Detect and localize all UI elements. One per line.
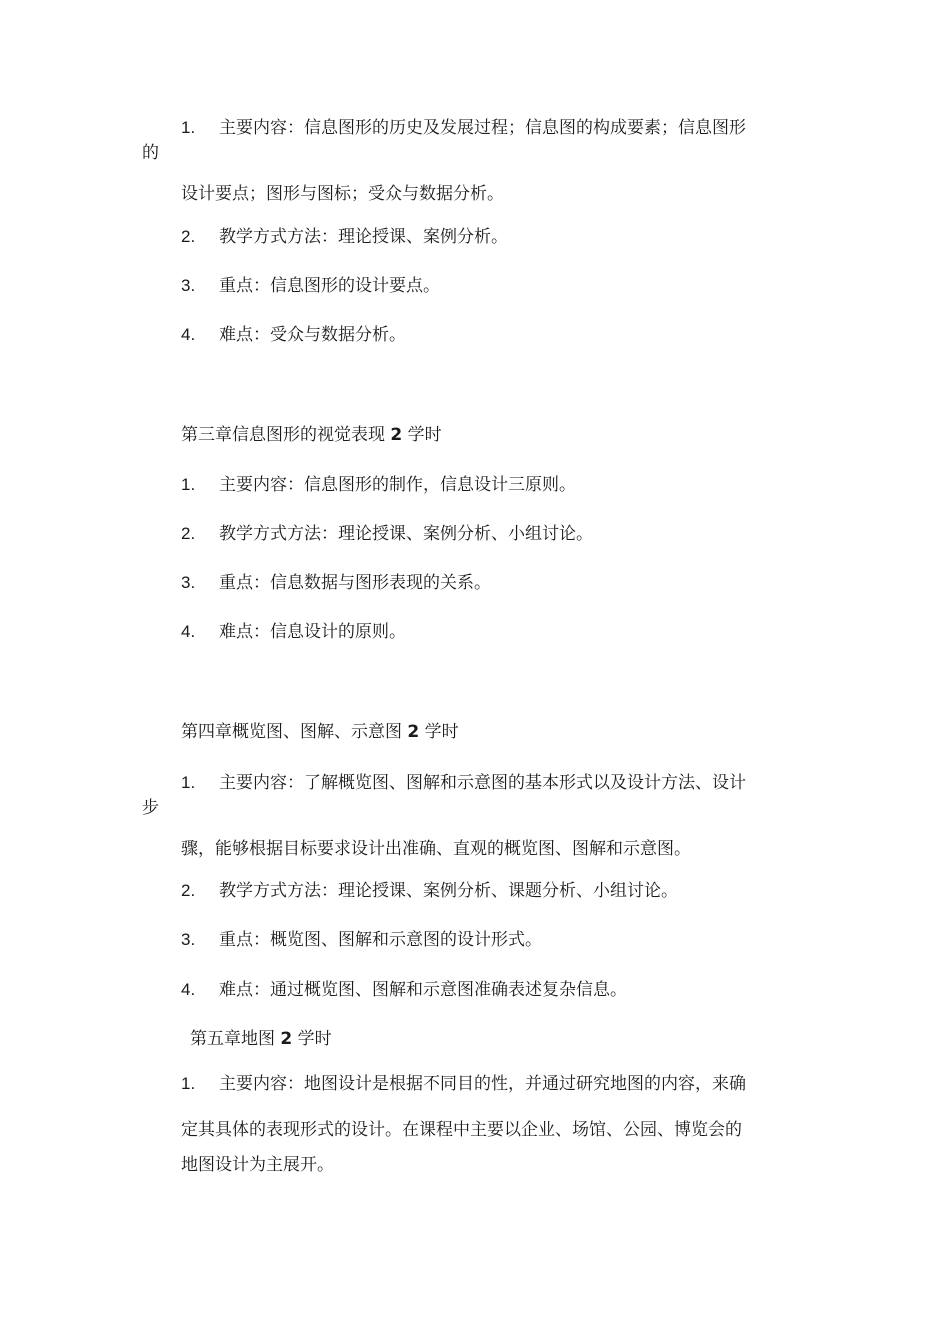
list-number: 1. <box>181 1074 196 1093</box>
list-text: 主要内容：地图设计是根据不同目的性，并通过研究地图的内容，来确 <box>219 1074 746 1094</box>
list-text: 难点：信息设计的原则。 <box>219 622 406 642</box>
list-text: 难点：受众与数据分析。 <box>219 325 406 345</box>
heading-text: 第五章地图 <box>190 1029 275 1049</box>
heading-hours: 2 <box>390 425 403 445</box>
list-text: 重点：信息图形的设计要点。 <box>219 276 440 296</box>
heading-hours: 2 <box>280 1029 293 1049</box>
list-text: 重点：概览图、图解和示意图的设计形式。 <box>219 930 542 950</box>
heading-unit: 学时 <box>407 425 442 445</box>
heading-text: 第四章概览图、图解、示意图 <box>181 722 402 742</box>
list-text: 重点：信息数据与图形表现的关系。 <box>219 573 491 593</box>
list-number: 4. <box>181 325 196 344</box>
ch4-heading <box>181 721 459 743</box>
ch5-item-1-cont: 定其具体的表现形式的设计。在课程中主要以企业、场馆、公园、博览会的 <box>181 1120 742 1140</box>
list-text: 主要内容：信息图形的历史及发展过程；信息图的构成要素；信息图形 <box>219 118 746 138</box>
heading-text: 第三章信息图形的视觉表现 <box>181 425 385 445</box>
heading-unit: 学时 <box>297 1029 332 1049</box>
list-text: 教学方式方法：理论授课、案例分析。 <box>219 227 508 247</box>
list-number: 1. <box>181 475 196 494</box>
ch4-item-1-wrap: 步 <box>142 798 159 818</box>
heading-unit: 学时 <box>424 722 459 742</box>
ch5-heading <box>190 1028 332 1050</box>
list-text: 主要内容：信息图形的制作，信息设计三原则。 <box>219 475 576 495</box>
list-number: 3. <box>181 930 196 949</box>
list-number: 4. <box>181 622 196 641</box>
list-text: 难点：通过概览图、图解和示意图准确表述复杂信息。 <box>219 980 627 1000</box>
list-number: 1. <box>181 118 196 137</box>
list-text: 教学方式方法：理论授课、案例分析、课题分析、小组讨论。 <box>219 881 678 901</box>
ch5-item-1-cont2: 地图设计为主展开。 <box>181 1155 334 1175</box>
ch2-item-1-cont: 设计要点；图形与图标；受众与数据分析。 <box>181 184 504 204</box>
list-number: 3. <box>181 276 196 295</box>
ch3-heading <box>181 424 442 446</box>
list-number: 3. <box>181 573 196 592</box>
ch2-item-1-wrap: 的 <box>142 143 159 163</box>
heading-hours: 2 <box>407 722 420 742</box>
list-number: 2. <box>181 227 196 246</box>
list-number: 2. <box>181 524 196 543</box>
list-number: 1. <box>181 773 196 792</box>
list-number: 2. <box>181 881 196 900</box>
list-text: 教学方式方法：理论授课、案例分析、小组讨论。 <box>219 524 593 544</box>
ch4-item-1-cont: 骤，能够根据目标要求设计出准确、直观的概览图、图解和示意图。 <box>181 839 691 859</box>
list-number: 4. <box>181 980 196 999</box>
list-text: 主要内容：了解概览图、图解和示意图的基本形式以及设计方法、设计 <box>219 773 746 793</box>
